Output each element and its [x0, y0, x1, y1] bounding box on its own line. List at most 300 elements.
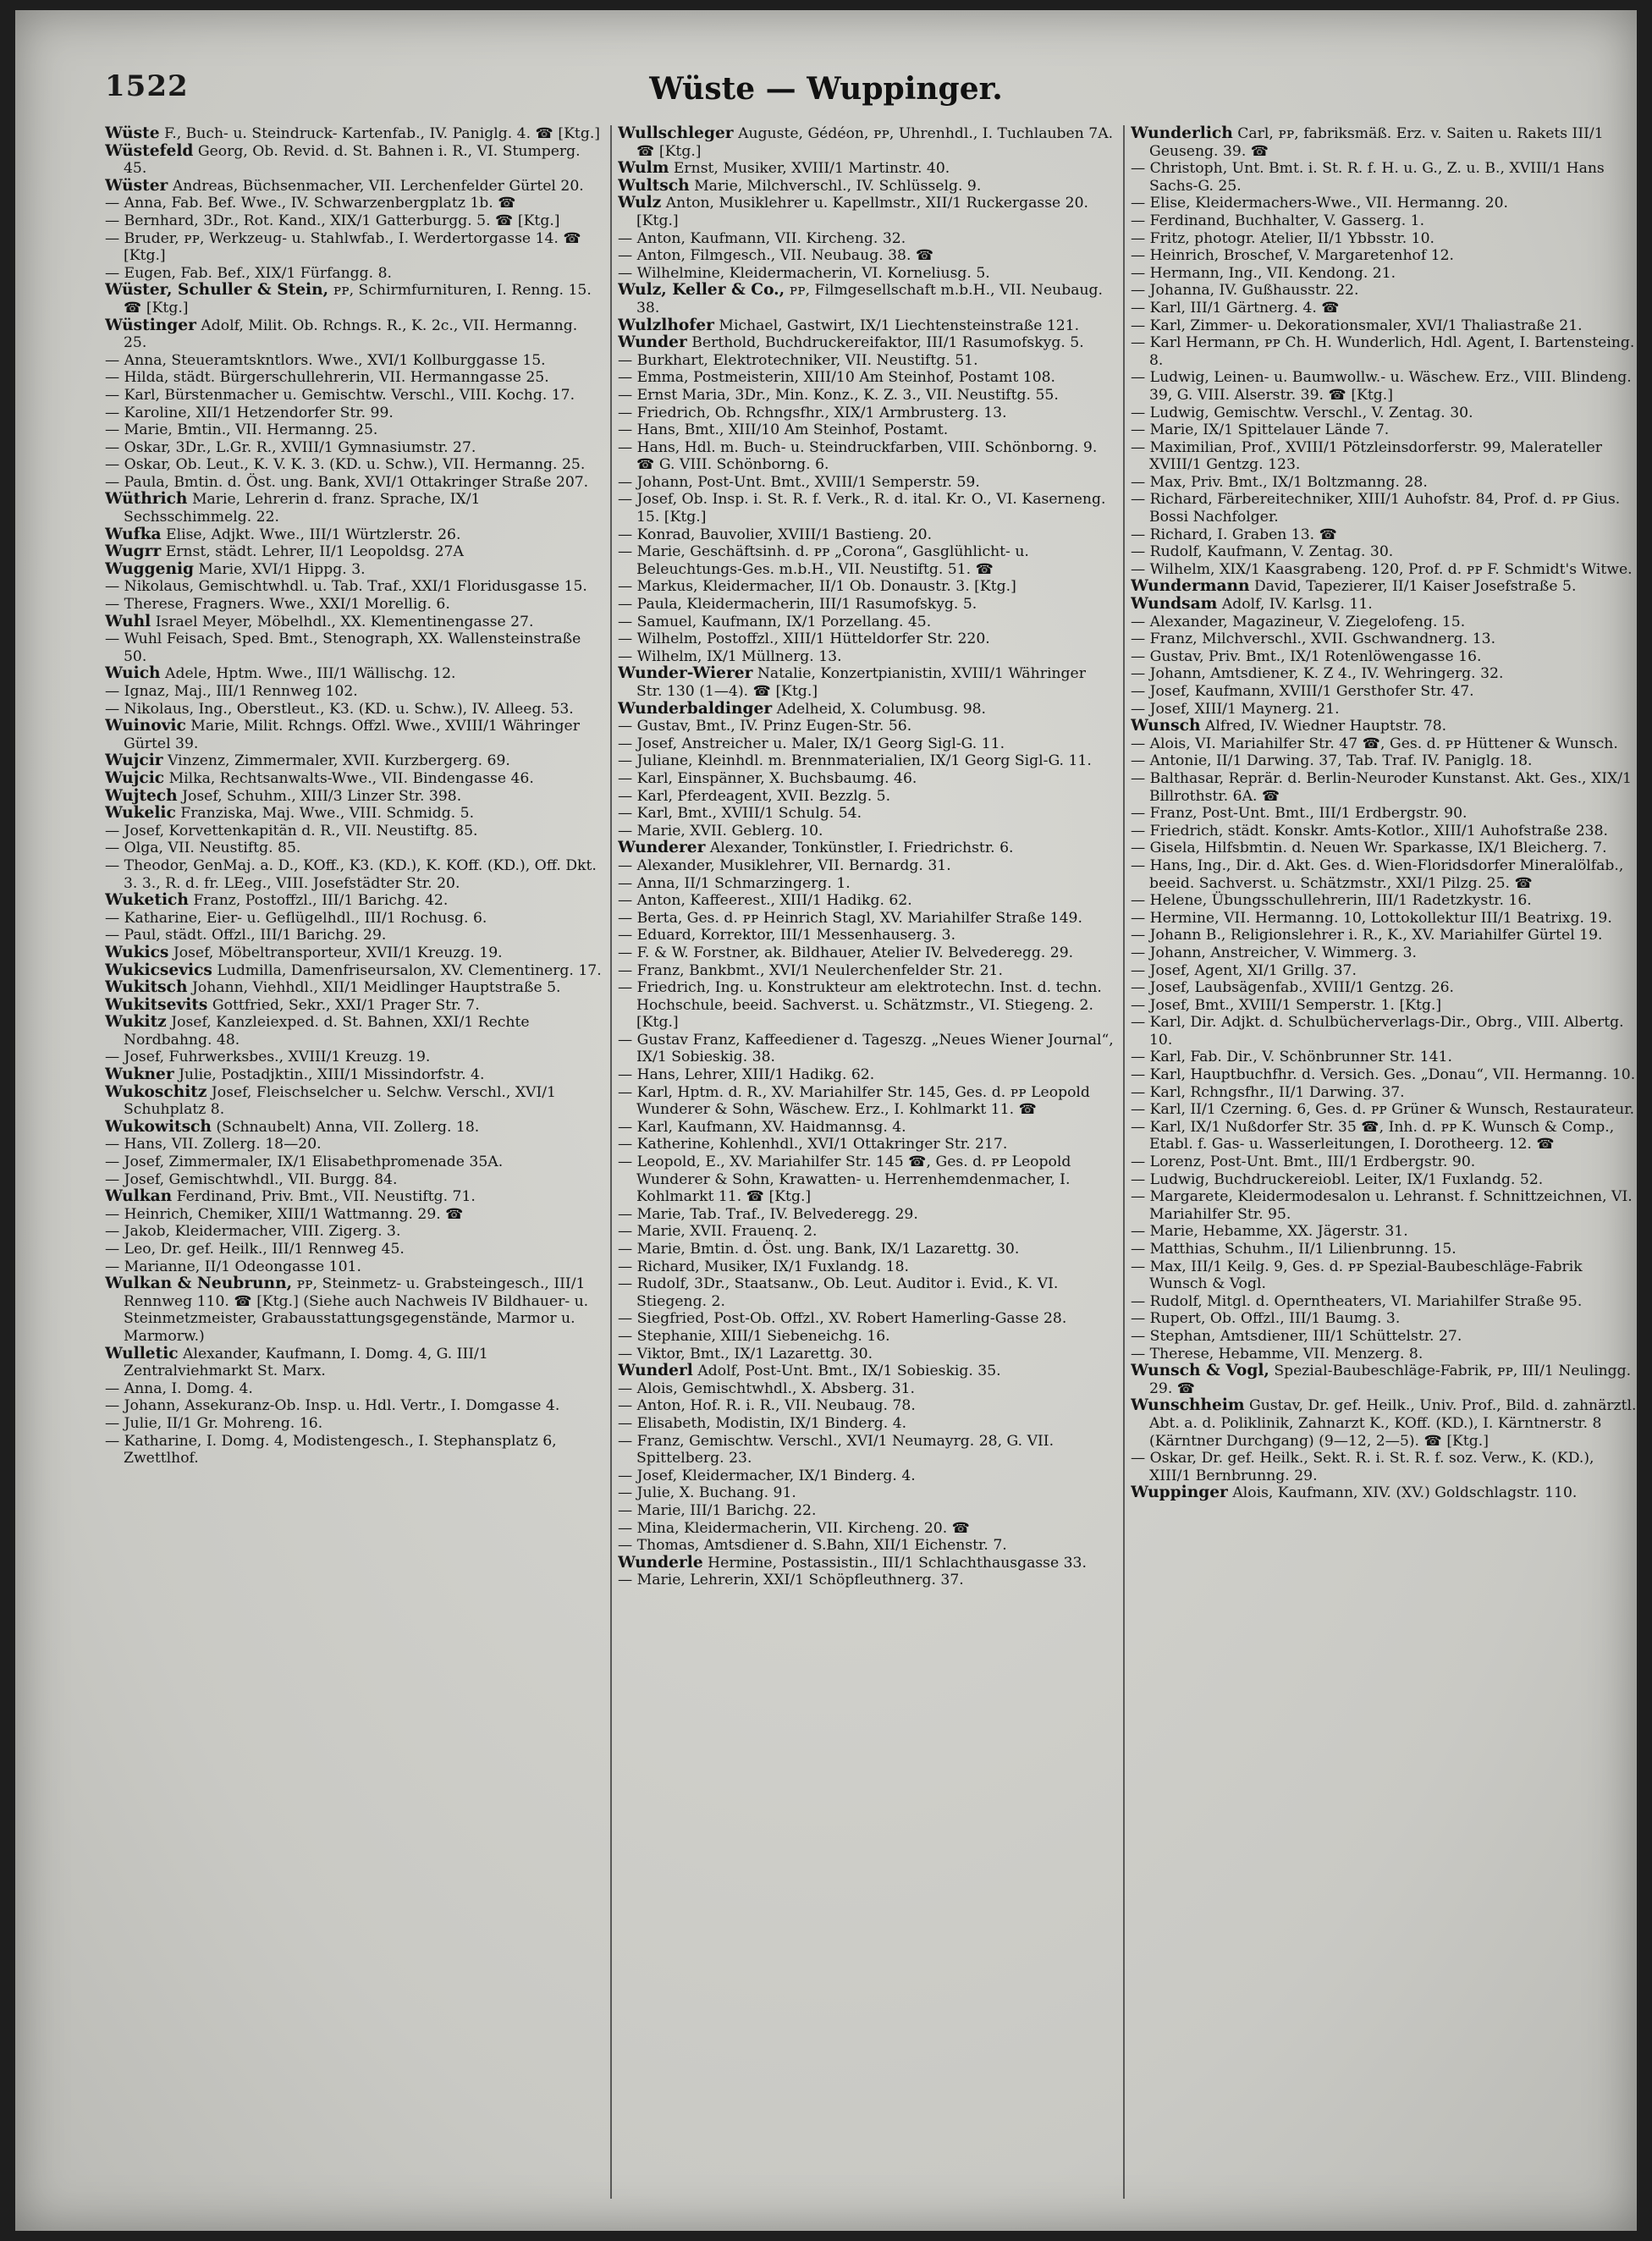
- entry-details: — Katharine, Eier- u. Geflügelhdl., III/1 Rochusg. 6.: [105, 909, 487, 927]
- entry-details: — Anton, Filmgesch., VII. Neubaug. 38. ☎: [618, 247, 934, 265]
- directory-entry: [1131, 596, 1637, 614]
- directory-entry: [618, 439, 1115, 474]
- directory-entry: [618, 125, 1115, 160]
- entry-details: — Gustav Franz, Kaffeediener d. Tageszg. „Neues Wiener Journal“, IX/1 Sobieskig. 38.: [618, 1031, 1114, 1066]
- directory-entry: [618, 387, 1115, 405]
- entry-details: David, Tapezierer, II/1 Kaiser Josefstraße 5.: [1254, 578, 1577, 596]
- directory-entry: [1131, 212, 1637, 230]
- entry-details: — Richard, Färbereitechniker, XIII/1 Auhofstr. 84, Prof. d. ᴘᴘ Gius. Bossi Nachfolger.: [1131, 491, 1621, 526]
- directory-entry: [105, 1380, 603, 1398]
- entry-details: — Josef, XIII/1 Maynerg. 21.: [1131, 700, 1340, 718]
- directory-entry: [1131, 752, 1637, 770]
- directory-entry: [105, 578, 603, 596]
- entry-details: — Wilhelm, XIX/1 Kaasgrabeng. 120, Prof. d. ᴘᴘ F. Schmidt's Witwe.: [1131, 560, 1633, 578]
- entry-details: Ludmilla, Damenfriseursalon, XV. Clementinerg. 17.: [217, 961, 602, 979]
- entry-details: Adolf, IV. Karlsg. 11.: [1221, 596, 1373, 614]
- entry-details: — Hans, Ing., Dir. d. Akt. Ges. d. Wien-Floridsdorfer Mineralölfab., beeid. Sachverst. u. Schätzmstr., XXI/1 Pilzg. 25. ☎: [1131, 856, 1624, 892]
- entry-details: Adolf, Post-Unt. Bmt., IX/1 Sobieskig. 35.: [697, 1363, 1001, 1380]
- entry-details: — Karl, Rchngsfhr., II/1 Darwing. 37.: [1131, 1083, 1405, 1101]
- directory-entry: [618, 910, 1115, 928]
- entry-details: ᴘᴘ, Steinmetz- u. Grabsteingesch., III/1 Rennweg 110. ☎ [Ktg.] (Siehe auch Nachweis IV Bildhauer- u. Steinmetzmeister, Grabausstattungsgegenstände, Marmor u. Marmorw.): [124, 1275, 589, 1345]
- directory-entry: [1131, 282, 1637, 300]
- directory-entry: [618, 1433, 1115, 1467]
- entry-details: — Ignaz, Maj., III/1 Rennweg 102.: [105, 683, 358, 700]
- directory-entry: [105, 701, 603, 719]
- directory-entry: [618, 665, 1115, 700]
- directory-entry: [1131, 910, 1637, 928]
- entry-surname: Wukitsevits: [105, 995, 208, 1014]
- directory-entry: [618, 247, 1115, 265]
- directory-entry: [105, 614, 603, 631]
- entry-details: — Heinrich, Chemiker, XIII/1 Wattmanng. 29. ☎: [105, 1205, 464, 1223]
- entry-details: — Max, Priv. Bmt., IX/1 Boltzmanng. 28.: [1131, 473, 1428, 491]
- entry-details: Vinzenz, Zimmermaler, XVII. Kurzbergerg. 69.: [168, 752, 510, 770]
- directory-entry: [105, 840, 603, 857]
- entry-details: — Hermine, VII. Hermanng. 10, Lottokollektur III/1 Beatrixg. 19.: [1131, 909, 1612, 927]
- directory-entry: [105, 1241, 603, 1258]
- entry-surname: Wujtech: [105, 786, 178, 805]
- entry-surname: Wundermann: [1131, 577, 1250, 596]
- directory-entry: [105, 1119, 603, 1137]
- directory-entry: [1131, 230, 1637, 248]
- directory-entry: [618, 1206, 1115, 1224]
- entry-details: — Hans, VII. Zollerg. 18—20.: [105, 1136, 322, 1154]
- entry-details: — Anna, Steueramtskntlors. Wwe., XVI/1 Kollburggasse 15.: [105, 351, 546, 369]
- entry-details: — Johann B., Religionslehrer i. R., K., XV. Mariahilfer Gürtel 19.: [1131, 927, 1603, 944]
- entry-details: — Julie, X. Buchang. 91.: [618, 1484, 796, 1502]
- entry-surname: Wunderlich: [1131, 125, 1233, 142]
- entry-surname: Wuinovic: [105, 717, 186, 735]
- directory-entry: [618, 1555, 1115, 1572]
- directory-entry: [618, 892, 1115, 910]
- page-header: [15, 10, 1637, 120]
- entry-surname: Wunsch: [1131, 717, 1201, 735]
- directory-entry: [105, 857, 603, 892]
- directory-entry: [1131, 944, 1637, 962]
- entry-surname: Wulkan & Neubrunn,: [105, 1275, 293, 1293]
- directory-entry: [1131, 125, 1637, 160]
- directory-entry: [1131, 421, 1637, 439]
- directory-entry: [105, 962, 603, 980]
- directory-entry: [1131, 491, 1637, 526]
- directory-entry: [105, 195, 603, 212]
- entry-details: — Hilda, städt. Bürgerschullehrerin, VII. Hermanngasse 25.: [105, 369, 549, 387]
- entry-details: — Karl, Hauptbuchfhr. d. Versich. Ges. „Donau“, VII. Hermanng. 10.: [1131, 1066, 1636, 1084]
- directory-entry: [618, 735, 1115, 753]
- entry-surname: Wukicsevics: [105, 961, 212, 979]
- directory-entry: [105, 665, 603, 683]
- entry-details: — Alois, VI. Mariahilfer Str. 47 ☎, Ges. d. ᴘᴘ Hüttener & Wunsch.: [1131, 735, 1618, 752]
- entry-details: Andreas, Büchsenmacher, VII. Lerchenfelder Gürtel 20.: [172, 177, 584, 195]
- entry-details: — Oskar, Ob. Leut., K. V. K. 3. (KD. u. Schw.), VII. Hermanng. 25.: [105, 456, 586, 474]
- directory-entry: [1131, 1188, 1637, 1223]
- directory-entry: [1131, 526, 1637, 544]
- directory-entry: [618, 526, 1115, 544]
- entry-details: — Josef, Zimmermaler, IX/1 Elisabethpromenade 35A.: [105, 1154, 504, 1171]
- entry-details: — Rudolf, Kaufmann, V. Zentag. 30.: [1131, 543, 1394, 561]
- entry-details: — Johann, Anstreicher, V. Wimmerg. 3.: [1131, 944, 1417, 961]
- entry-details: — Viktor, Bmt., IX/1 Lazarettg. 30.: [618, 1345, 873, 1363]
- directory-entry: [1131, 1066, 1637, 1084]
- directory-entry: [1131, 1397, 1637, 1450]
- directory-entry: [1131, 770, 1637, 805]
- entry-details: — F. & W. Forstner, ak. Bildhauer, Atelier IV. Belvederegg. 29.: [618, 944, 1074, 961]
- directory-entry: [1131, 474, 1637, 492]
- directory-entry: [105, 369, 603, 387]
- entry-surname: Wüstinger: [105, 316, 196, 334]
- directory-entry: [1131, 247, 1637, 265]
- entry-details: — Marie, Geschäftsinh. d. ᴘᴘ „Corona“, Gasglühlicht- u. Beleuchtungs-Ges. m.b.H., VII. Neustiftg. 51. ☎: [618, 543, 1029, 578]
- directory-entry: [105, 718, 603, 752]
- directory-entry: [1131, 840, 1637, 857]
- entry-surname: Wunderbaldinger: [618, 699, 773, 718]
- entry-details: Alexander, Kaufmann, I. Domg. 4, G. III/1 Zentralviehmarkt St. Marx.: [124, 1345, 488, 1380]
- entry-details: — Katherine, Kohlenhdl., XVI/1 Ottakringer Str. 217.: [618, 1136, 1008, 1154]
- directory-entry: [618, 1328, 1115, 1346]
- directory-entry: [105, 1415, 603, 1433]
- directory-entry: [105, 265, 603, 283]
- entry-details: — Johann, Amtsdiener, K. Z 4., IV. Wehringerg. 32.: [1131, 665, 1504, 683]
- entry-details: Julie, Postadjktin., XIII/1 Missindorfstr. 4.: [179, 1066, 485, 1084]
- entry-details: — Wilhelmine, Kleidermacherin, VI. Korneliusg. 5.: [618, 264, 990, 282]
- entry-details: Marie, Milit. Rchngs. Offzl. Wwe., XVIII/1 Währinger Gürtel 39.: [124, 718, 580, 752]
- entry-details: — Mina, Kleidermacherin, VII. Kircheng. 20. ☎: [618, 1519, 971, 1537]
- directory-entry: [105, 1206, 603, 1224]
- directory-entry: [618, 265, 1115, 283]
- directory-entry: [618, 1537, 1115, 1555]
- directory-entry: [105, 1084, 603, 1119]
- entry-details: — Paula, Kleidermacherin, III/1 Rasumofskyg. 5.: [618, 596, 977, 614]
- entry-details: — Balthasar, Reprär. d. Berlin-Neuroder Kunstanst. Akt. Ges., XIX/1 Billrothstr. 6A. ☎: [1131, 769, 1632, 805]
- directory-entry: [105, 1346, 603, 1380]
- entry-details: — Karl, Fab. Dir., V. Schönbrunner Str. 141.: [1131, 1049, 1453, 1066]
- entry-details: — Hans, Hdl. m. Buch- u. Steindruckfarben, VIII. Schönborng. 9. ☎ G. VIII. Schönborng. 6.: [618, 438, 1098, 474]
- entry-surname: Wukitsch: [105, 978, 188, 997]
- entry-surname: Wultsch: [618, 176, 690, 195]
- entry-details: — Anna, I. Domg. 4.: [105, 1379, 253, 1397]
- directory-entry: [1131, 561, 1637, 579]
- directory-entry: [105, 1275, 603, 1345]
- directory-entry: [618, 317, 1115, 335]
- directory-entry: [1131, 405, 1637, 422]
- directory-entry: [618, 962, 1115, 980]
- directory-entry: [105, 282, 603, 317]
- entry-details: — Nikolaus, Gemischtwhdl. u. Tab. Traf., XXI/1 Floridusgasse 15.: [105, 578, 587, 596]
- directory-entry: [105, 788, 603, 806]
- directory-entry: [618, 752, 1115, 770]
- directory-entry: [618, 491, 1115, 526]
- directory-entry: [105, 474, 603, 492]
- entry-details: — Karl, Bmt., XVIII/1 Schulg. 54.: [618, 805, 862, 823]
- directory-entry: [1131, 683, 1637, 701]
- entry-surname: Wulzlhofer: [618, 316, 714, 334]
- directory-entry: [1131, 823, 1637, 840]
- directory-entry: [1131, 1171, 1637, 1189]
- entry-details: — Richard, Musiker, IX/1 Fuxlandg. 18.: [618, 1258, 909, 1275]
- entry-details: Gustav, Dr. gef. Heilk., Univ. Prof., Bild. d. zahnärztl. Abt. a. d. Poliklinik, Zahnarzt K., KOff. (KD.), I. Kärntnerstr. 8 (Kärntner Durchgang) (9—12, 2—5). ☎ [Ktg.]: [1149, 1397, 1637, 1450]
- entry-surname: Wuppinger: [1131, 1484, 1228, 1502]
- entry-details: — Theodor, GenMaj. a. D., KOff., K3. (KD.), K. KOff. (KD.), Off. Dkt. 3. 3., R. d. fr. LEeg., VIII. Josefstädter Str. 20.: [105, 856, 597, 892]
- directory-entry: [1131, 630, 1637, 648]
- page-number: 1522: [105, 69, 189, 103]
- entry-details: — Karl, IX/1 Nußdorfer Str. 35 ☎, Inh. d. ᴘᴘ K. Wunsch & Comp., Etabl. f. Gas- u. Wasserleitungen, I. Dorotheerg. 12. ☎: [1131, 1118, 1615, 1154]
- entry-details: — Fritz, photogr. Atelier, II/1 Ybbsstr. 10.: [1131, 229, 1434, 247]
- entry-details: Auguste, Gédéon, ᴘᴘ, Uhrenhdl., I. Tuchlauben 7A. ☎ [Ktg.]: [636, 125, 1114, 160]
- directory-entry: [1131, 1014, 1637, 1049]
- directory-entry: [618, 1310, 1115, 1328]
- entry-details: — Gustav, Priv. Bmt., IX/1 Rotenlöwengasse 16.: [1131, 647, 1482, 665]
- directory-entry: [105, 927, 603, 944]
- directory-entry: [618, 421, 1115, 439]
- entry-details: — Ferdinand, Buchhalter, V. Gasserg. 1.: [1131, 212, 1425, 229]
- entry-details: — Marie, Bmtin., VII. Hermanng. 25.: [105, 421, 378, 439]
- directory-entry: [1131, 317, 1637, 335]
- entry-details: — Josef, Fuhrwerksbes., XVIII/1 Kreuzg. 19.: [105, 1049, 431, 1066]
- running-head: Wüste — Wuppinger.: [649, 71, 1003, 107]
- entry-details: — Karl, Dir. Adjkt. d. Schulbücherverlags-Dir., Obrg., VIII. Albertg. 10.: [1131, 1014, 1624, 1049]
- entry-details: — Elise, Kleidermachers-Wwe., VII. Hermanng. 20.: [1131, 195, 1509, 212]
- entry-details: — Eduard, Korrektor, III/1 Messenhauserg. 3.: [618, 927, 956, 944]
- entry-details: — Josef, Agent, XI/1 Grillg. 37.: [1131, 961, 1357, 979]
- directory-entry: [618, 718, 1115, 735]
- directory-entry: [618, 1241, 1115, 1258]
- entry-details: — Margarete, Kleidermodesalon u. Lehranst. f. Schnittzeichnen, VI. Mariahilfer Str. 95.: [1131, 1188, 1633, 1223]
- directory-entry: [618, 474, 1115, 492]
- entry-details: Josef, Schuhm., XIII/3 Linzer Str. 398.: [182, 787, 462, 805]
- entry-details: Adolf, Milit. Ob. Rchngs. R., K. 2c., VII. Hermanng. 25.: [124, 317, 578, 352]
- entry-details: — Thomas, Amtsdiener d. S.Bahn, XII/1 Eichenstr. 7.: [618, 1537, 1007, 1555]
- directory-entry: [618, 1520, 1115, 1538]
- entry-details: — Siegfried, Post-Ob. Offzl., XV. Robert Hamerling-Gasse 28.: [618, 1310, 1067, 1328]
- directory-entry: [1131, 1484, 1637, 1502]
- directory-entry: [618, 770, 1115, 788]
- directory-entry: [105, 683, 603, 701]
- directory-entry: [1131, 648, 1637, 666]
- entry-details: Alexander, Tonkünstler, I. Friedrichstr. 6.: [709, 840, 1014, 857]
- directory-entry: [1131, 1328, 1637, 1346]
- entry-details: — Matthias, Schuhm., II/1 Lilienbrunng. 15.: [1131, 1241, 1457, 1258]
- entry-details: — Markus, Kleidermacher, II/1 Ob. Donaustr. 3. [Ktg.]: [618, 578, 1016, 596]
- entry-details: Berthold, Buchdruckereifaktor, III/1 Rasumofskyg. 5.: [691, 334, 1084, 352]
- directory-entry: [105, 1136, 603, 1154]
- entry-details: Elise, Adjkt. Wwe., III/1 Würtzlerstr. 26.: [166, 526, 461, 543]
- directory-entry: [105, 125, 603, 143]
- entry-details: Johann, Viehhdl., XII/1 Meidlinger Hauptstraße 5.: [191, 979, 561, 997]
- column-divider: [1123, 125, 1125, 2199]
- directory-entry: [618, 160, 1115, 178]
- directory-entry: [105, 439, 603, 457]
- entry-details: — Anton, Hof. R. i. R., VII. Neubaug. 78.: [618, 1397, 916, 1415]
- entry-details: — Marie, Lehrerin, XXI/1 Schöpfleuthnerg. 37.: [618, 1572, 964, 1589]
- entry-details: Ernst, Musiker, XVIII/1 Martinstr. 40.: [673, 160, 950, 178]
- directory-entry: [105, 770, 603, 788]
- directory-entry: [105, 979, 603, 997]
- directory-entry: [105, 143, 603, 178]
- directory-entry: [1131, 857, 1637, 892]
- entry-surname: Wulz, Keller & Co.,: [618, 281, 785, 300]
- entry-surname: Wunschheim: [1131, 1396, 1245, 1415]
- directory-entry: [105, 561, 603, 579]
- directory-entry: [618, 405, 1115, 422]
- directory-entry: [618, 979, 1115, 1032]
- directory-entry: [618, 1363, 1115, 1380]
- directory-entry: [105, 910, 603, 928]
- directory-entry: [1131, 1223, 1637, 1241]
- entry-details: — Samuel, Kaufmann, IX/1 Porzellang. 45.: [618, 613, 932, 630]
- directory-entry: [105, 1171, 603, 1189]
- directory-entry: [105, 1223, 603, 1241]
- directory-entry: [105, 352, 603, 370]
- entry-surname: Wunsch & Vogl,: [1131, 1362, 1269, 1380]
- entry-details: — Marie, III/1 Barichg. 22.: [618, 1501, 817, 1519]
- entry-details: — Karoline, XII/1 Hetzendorfer Str. 99.: [105, 404, 394, 421]
- entry-details: — Bernhard, 3Dr., Rot. Kand., XIX/1 Gatterburgg. 5. ☎ [Ktg.]: [105, 212, 560, 229]
- directory-entry: [1131, 1101, 1637, 1119]
- directory-columns: [105, 125, 1637, 2216]
- directory-entry: [1131, 927, 1637, 944]
- directory-entry: [1131, 665, 1637, 683]
- entry-details: Israel Meyer, Möbelhdl., XX. Klementinengasse 27.: [155, 613, 534, 630]
- directory-entry: [618, 1415, 1115, 1433]
- entry-details: — Hermann, Ing., VII. Kendong. 21.: [1131, 264, 1396, 282]
- entry-details: — Franz, Bankbmt., XVI/1 Neulerchenfelder Str. 21.: [618, 961, 1003, 979]
- entry-details: — Ludwig, Buchdruckereiobl. Leiter, IX/1 Fuxlandg. 52.: [1131, 1170, 1544, 1188]
- directory-entry: [105, 543, 603, 561]
- directory-entry: [105, 421, 603, 439]
- directory-entry: [618, 282, 1115, 317]
- entry-details: — Antonie, II/1 Darwing. 37, Tab. Traf. IV. Paniglg. 18.: [1131, 752, 1533, 770]
- entry-details: F., Buch- u. Steindruck- Kartenfab., IV. Paniglg. 4. ☎ [Ktg.]: [164, 125, 600, 142]
- directory-entry: [1131, 578, 1637, 596]
- entry-details: — Konrad, Bauvolier, XVIII/1 Bastieng. 20.: [618, 526, 933, 543]
- entry-surname: Wujcic: [105, 768, 165, 787]
- directory-entry: [105, 1397, 603, 1415]
- column-1: [105, 125, 603, 2216]
- entry-surname: Wukowitsch: [105, 1117, 212, 1136]
- entry-details: — Josef, Kaufmann, XVIII/1 Gersthofer Str. 47.: [1131, 683, 1474, 700]
- entry-details: — Elisabeth, Modistin, IX/1 Binderg. 4.: [618, 1414, 907, 1432]
- entry-details: Michael, Gastwirt, IX/1 Liechtensteinstraße 121.: [719, 317, 1080, 334]
- entry-details: — Maximilian, Prof., XVIII/1 Pötzleinsdorferstr. 99, Malerateller XVIII/1 Gentzg. 123.: [1131, 438, 1602, 474]
- entry-details: Marie, XVI/1 Hippg. 3.: [198, 560, 366, 578]
- entry-details: Spezial-Baubeschläge-Fabrik, ᴘᴘ, III/1 Neulingg. 29. ☎: [1149, 1363, 1632, 1397]
- entry-surname: Wüster, Schuller & Stein,: [105, 281, 329, 300]
- entry-surname: Wuhl: [105, 612, 151, 630]
- directory-entry: [105, 944, 603, 962]
- entry-surname: Wundsam: [1131, 595, 1218, 614]
- entry-details: — Wilhelm, Postoffzl., XIII/1 Hütteldorfer Str. 220.: [618, 630, 990, 648]
- entry-details: Milka, Rechtsanwalts-Wwe., VII. Bindengasse 46.: [168, 769, 534, 787]
- entry-details: ᴘᴘ, Schirmfurnituren, I. Renng. 15. ☎ [Ktg.]: [124, 282, 592, 317]
- entry-surname: Wulkan: [105, 1187, 173, 1206]
- directory-entry: [1131, 265, 1637, 283]
- directory-entry: [105, 230, 603, 265]
- directory-entry: [618, 875, 1115, 893]
- entry-details: — Hans, Lehrer, XIII/1 Hadikg. 62.: [618, 1066, 875, 1084]
- directory-entry: [1131, 334, 1637, 369]
- entry-details: — Josef, Laubsägenfab., XVIII/1 Gentzg. 26.: [1131, 979, 1455, 997]
- entry-details: — Berta, Ges. d. ᴘᴘ Heinrich Stagl, XV. Mariahilfer Straße 149.: [618, 909, 1082, 927]
- entry-details: — Helene, Übungsschullehrerin, III/1 Radetzkystr. 16.: [1131, 892, 1532, 910]
- directory-entry: [618, 1136, 1115, 1154]
- directory-entry: [618, 857, 1115, 875]
- entry-details: — Oskar, Dr. gef. Heilk., Sekt. R. i. St. R. f. soz. Verw., K. (KD.), XIII/1 Bernbrunng. 29.: [1131, 1450, 1594, 1484]
- entry-details: — Karl, III/1 Gärtnerg. 4. ☎: [1131, 299, 1340, 317]
- directory-entry: [1131, 1119, 1637, 1154]
- entry-surname: Wunderer: [618, 839, 706, 857]
- entry-details: — Eugen, Fab. Bef., XIX/1 Fürfangg. 8.: [105, 264, 392, 282]
- directory-entry: [105, 1066, 603, 1084]
- directory-entry: [618, 1066, 1115, 1084]
- entry-details: Alois, Kaufmann, XIV. (XV.) Goldschlagstr. 110.: [1232, 1484, 1578, 1502]
- directory-entry: [1131, 300, 1637, 317]
- entry-details: Natalie, Konzertpianistin, XVIII/1 Währinger Str. 130 (1—4). ☎ [Ktg.]: [636, 665, 1086, 700]
- directory-entry: [1131, 979, 1637, 997]
- entry-details: Marie, Lehrerin d. franz. Sprache, IX/1 Sechsschimmelg. 22.: [124, 491, 481, 526]
- directory-entry: [1131, 195, 1637, 212]
- entry-details: — Richard, I. Graben 13. ☎: [1131, 526, 1337, 543]
- entry-details: — Gisela, Hilfsbmtin. d. Neuen Wr. Sparkasse, IX/1 Bleicherg. 7.: [1131, 840, 1607, 857]
- entry-details: — Karl, II/1 Czerning. 6, Ges. d. ᴘᴘ Grüner & Wunsch, Restaurateur.: [1131, 1101, 1635, 1119]
- entry-details: Josef, Möbeltransporteur, XVII/1 Kreuzg. 19.: [173, 944, 503, 961]
- entry-details: — Josef, Gemischtwhdl., VII. Burgg. 84.: [105, 1170, 398, 1188]
- entry-details: — Marie, IX/1 Spittelauer Lände 7.: [1131, 421, 1390, 439]
- entry-details: Ernst, städt. Lehrer, II/1 Leopoldsg. 27A: [165, 543, 464, 561]
- entry-details: — Ludwig, Leinen- u. Baumwollw.- u. Wäschew. Erz., VIII. Blindeng. 39, G. VIII. Alserstr. 39. ☎ [Ktg.]: [1131, 369, 1632, 404]
- entry-details: — Leo, Dr. gef. Heilk., III/1 Rennweg 45.: [105, 1241, 405, 1258]
- directory-entry: [105, 997, 603, 1015]
- entry-details: — Leopold, E., XV. Mariahilfer Str. 145 ☎, Ges. d. ᴘᴘ Leopold Wunderer & Sohn, Krawatten- u. Herrenhemdenmacher, I. Kohlmarkt 11. ☎ [Ktg.]: [618, 1154, 1071, 1206]
- directory-entry: [618, 630, 1115, 648]
- entry-details: — Katharine, I. Domg. 4, Modistengesch., I. Stephansplatz 6, Zwettlhof.: [105, 1432, 557, 1467]
- directory-entry: [105, 212, 603, 230]
- directory-entry: [105, 1049, 603, 1066]
- entry-details: (Schnaubelt) Anna, VII. Zollerg. 18.: [216, 1118, 480, 1136]
- directory-entry: [618, 1346, 1115, 1363]
- entry-details: — Josef, Bmt., XVIII/1 Semperstr. 1. [Ktg.]: [1131, 996, 1442, 1014]
- entry-details: Ferdinand, Priv. Bmt., VII. Neustiftg. 71.: [176, 1188, 476, 1206]
- directory-entry: [105, 405, 603, 422]
- directory-entry: [1131, 160, 1637, 195]
- column-2: [618, 125, 1115, 2216]
- entry-details: — Jakob, Kleidermacher, VIII. Zigerg. 3.: [105, 1223, 401, 1241]
- directory-entry: [618, 178, 1115, 195]
- directory-entry: [105, 892, 603, 910]
- entry-surname: Wuich: [105, 664, 161, 683]
- entry-details: Adele, Hptm. Wwe., III/1 Wällischg. 12.: [165, 665, 456, 683]
- directory-entry: [105, 1433, 603, 1467]
- directory-entry: [105, 752, 603, 770]
- entry-details: — Marie, XVII. Geblerg. 10.: [618, 822, 823, 840]
- entry-details: — Friedrich, Ob. Rchngsfhr., XIX/1 Armbrusterg. 13.: [618, 404, 1007, 421]
- entry-details: — Marianne, II/1 Odeongasse 101.: [105, 1258, 361, 1275]
- directory-entry: [618, 927, 1115, 944]
- entry-surname: Wulm: [618, 159, 669, 178]
- directory-entry: [1131, 1154, 1637, 1171]
- entry-details: — Burkhart, Elektrotechniker, VII. Neustiftg. 51.: [618, 351, 978, 369]
- directory-entry: [618, 1380, 1115, 1398]
- directory-entry: [105, 317, 603, 352]
- entry-surname: Wugrr: [105, 542, 162, 561]
- directory-entry: [618, 1572, 1115, 1589]
- directory-entry: [1131, 718, 1637, 735]
- directory-entry: [618, 596, 1115, 614]
- entry-details: — Gustav, Bmt., IV. Prinz Eugen-Str. 56.: [618, 718, 912, 735]
- directory-entry: [618, 805, 1115, 823]
- entry-surname: Wukelic: [105, 804, 176, 823]
- entry-details: — Friedrich, Ing. u. Konstrukteur am elektrotechn. Inst. d. techn. Hochschule, beeid. Sachverst. u. Schätzmstr., VI. Stiegeng. 2. [Ktg.]: [618, 979, 1102, 1032]
- column-divider: [610, 125, 612, 2199]
